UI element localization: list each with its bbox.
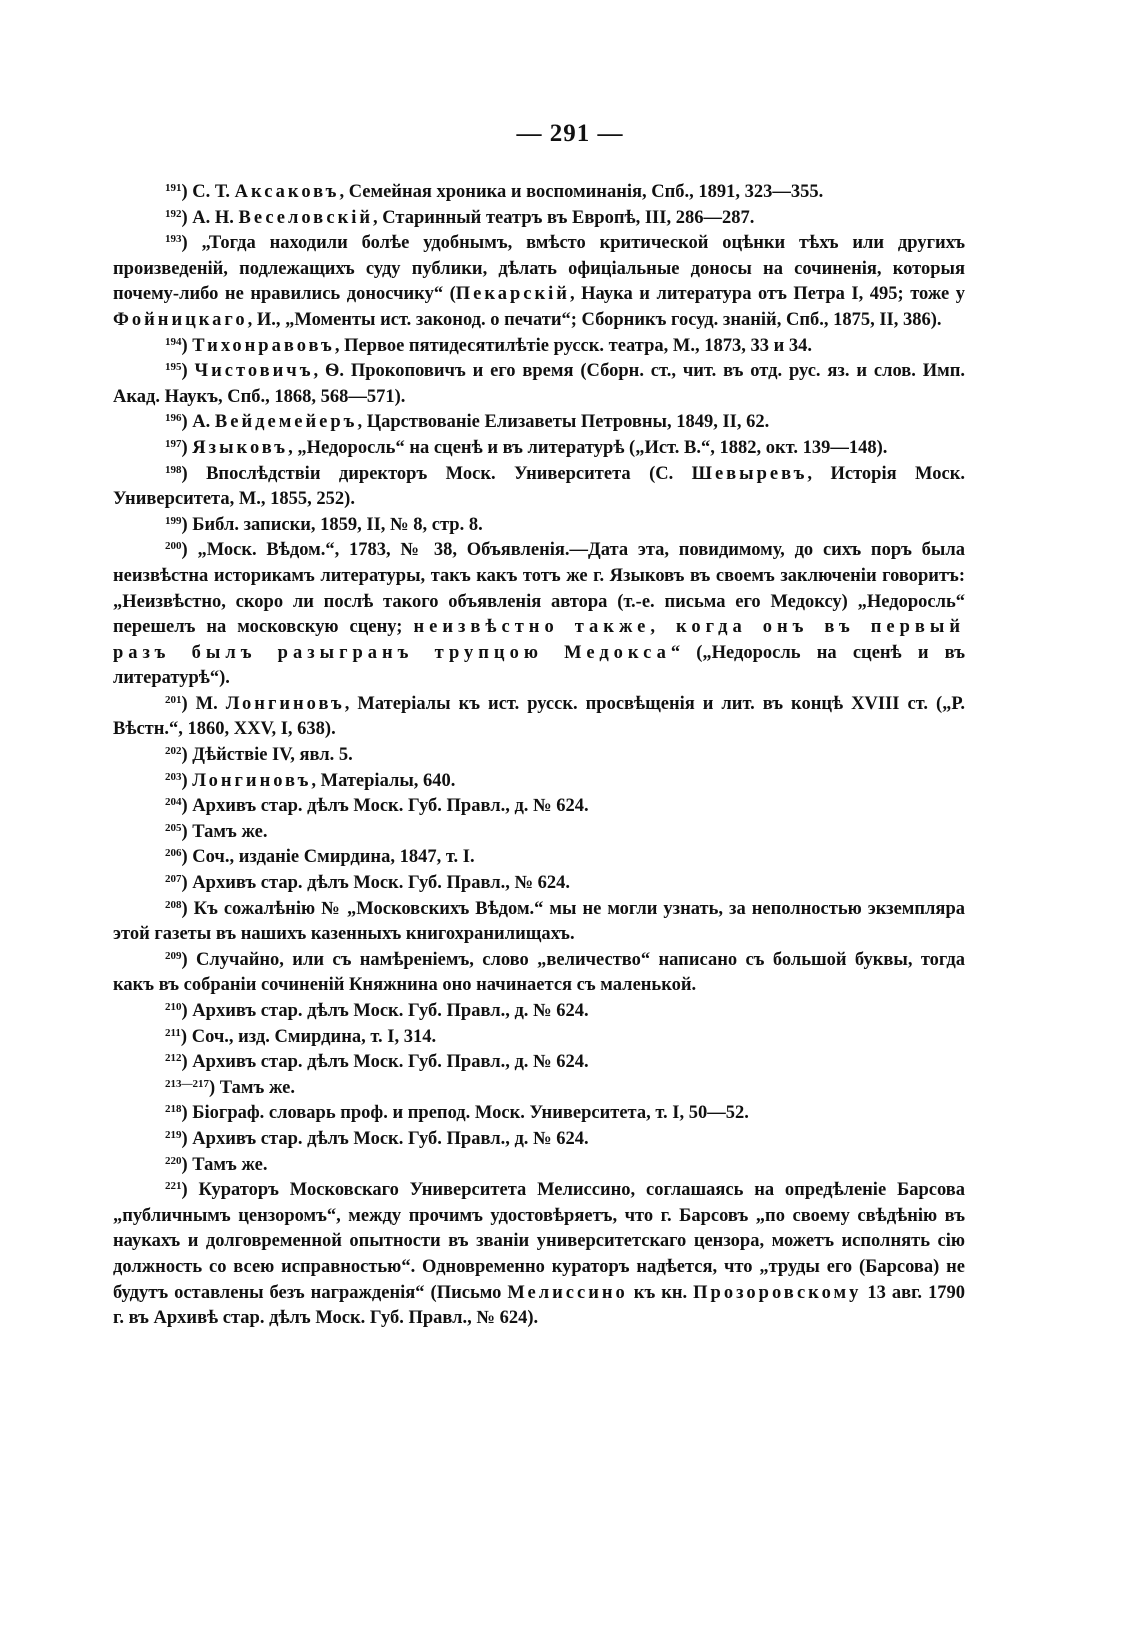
footnote [113, 334, 965, 360]
footnote-text: А. [192, 412, 215, 433]
footnote-text: , „Недоросль“ на сценѣ и въ литературѣ („Ист. В.“, 1882, окт. 139—148). [288, 437, 888, 458]
spaced-name: Лонгиновъ [225, 693, 345, 714]
footnote-text: 13 авг. 1790 г. въ Архивѣ стар. дѣлъ Моск. Губ. Правл., № 624). [113, 1282, 966, 1329]
footnote-number: 192 [165, 207, 182, 220]
footnote-number: 205 [165, 821, 182, 834]
footnote [113, 410, 965, 436]
footnote-text: , Первое пятидесятилѣтіе русск. театра, М., 1873, 33 и 34. [334, 335, 812, 356]
footnote-text: Къ сожалѣнію № „Московскихъ Вѣдом.“ мы не могли узнать, за неполностью экземпляра этой газеты въ нашихъ казенныхъ книгохранилищахъ. [113, 898, 965, 945]
footnote-text: Архивъ стар. дѣлъ Моск. Губ. Правл., д. № 624. [192, 1128, 589, 1149]
footnote-text: , Ѳ. Прокоповичъ и его время (Сборн. ст., чит. въ отд. рус. яз. и слов. Имп. Акад. Наукъ, Спб., 1868, 568—571). [113, 361, 965, 407]
footnote-text: Архивъ стар. дѣлъ Моск. Губ. Правл., № 624. [192, 873, 571, 894]
spaced-name: неизвѣстно также, когда онъ въ первый разъ былъ разыгранъ трупцою Медокса [113, 617, 965, 663]
footnote [113, 1101, 965, 1127]
footnote [113, 1025, 965, 1051]
footnote [113, 1050, 965, 1076]
footnote [113, 462, 965, 513]
footnote-text: , И., „Моменты ист. законод. о печати“; Сборникъ госуд. знаній, Спб., 1875, II, 386). [247, 309, 942, 330]
spaced-name: Фойницкаго [113, 309, 248, 330]
spaced-name: Чистовичъ [194, 361, 314, 382]
footnote [113, 206, 965, 232]
spaced-name: Вейдемейеръ [214, 412, 358, 433]
footnote-number: 213—217 [165, 1077, 209, 1090]
footnote-number: 220 [165, 1154, 182, 1167]
footnote-text: А. Н. [192, 207, 239, 228]
footnote [113, 513, 965, 539]
footnote [113, 1127, 965, 1153]
footnote [113, 1076, 965, 1102]
footnote-number-paren: ) [181, 821, 193, 842]
footnote-number: 200 [165, 540, 182, 553]
footnote-number: 201 [165, 693, 182, 706]
footnote-number-paren: ) [181, 796, 193, 817]
footnote-number-paren: ) [181, 412, 193, 433]
footnote-text: Тамъ же. [192, 1154, 268, 1175]
footnote-number: 206 [165, 847, 182, 860]
footnote [113, 692, 965, 743]
footnote-number: 207 [165, 873, 182, 886]
footnote-number-paren: ) [181, 437, 193, 458]
footnote-text: Кураторъ Московскаго Университета Мелиссино, соглашаясь на опредѣленіе Барсова „публичнымъ цензоромъ“, между прочимъ удостовѣряетъ, что г. Барсовъ „по своему свѣдѣнію въ наукахъ и долговременной опытности въ званіи университетскаго цензора, можетъ исполнять сію должность со всею исправностью“. Одновременно кураторъ надѣется, что „труды его (Барсова) не будутъ оставлены безъ награжденія“ (Письмо [113, 1180, 965, 1303]
footnote-text: Впослѣдствіи директоръ Моск. Университета (С. [206, 463, 692, 484]
footnote-number-paren: ) [181, 847, 193, 868]
footnote-number: 197 [165, 437, 182, 450]
footnote-text: , Семейная хроника и воспоминанія, Спб., 1891, 323—355. [339, 182, 824, 202]
footnote-number: 219 [165, 1128, 182, 1141]
footnote-text: Архивъ стар. дѣлъ Моск. Губ. Правл., д. № 624. [192, 796, 589, 817]
footnote-text: Тамъ же. [192, 821, 268, 842]
footnote-text: Случайно, или съ намѣреніемъ, слово „величество“ написано съ большой буквы, тогда какъ въ собраніи сочиненій Княжнина оно начинается съ маленькой. [113, 949, 965, 996]
footnote-number-paren: ) [181, 693, 196, 714]
footnote-number: 210 [165, 1001, 182, 1013]
footnote-text: Тамъ же. [219, 1077, 295, 1098]
footnote-text: С. Т. [192, 182, 235, 202]
footnote-number-paren: ) [181, 463, 207, 484]
footnote-text: Библ. записки, 1859, II, № 8, стр. 8. [192, 514, 483, 535]
footnote-number-paren: ) [181, 1052, 193, 1073]
footnote [113, 871, 965, 897]
footnote-number-paren: ) [181, 540, 198, 561]
footnote-text: М. [195, 693, 226, 714]
footnote-number: 191 [165, 182, 182, 194]
footnote-number-paren: ) [181, 182, 193, 202]
footnote [113, 538, 965, 692]
footnotes-list [113, 180, 965, 1332]
spaced-name: Аксаковъ [234, 182, 340, 202]
footnote-number: 195 [165, 361, 182, 374]
footnote-text: , Исторія Моск. Университета, М., 1855, 252). [113, 463, 965, 510]
footnote [113, 820, 965, 846]
footnote-number-paren: ) [181, 770, 193, 791]
footnote [113, 845, 965, 871]
footnote-number: 208 [165, 898, 182, 911]
footnote [113, 769, 965, 795]
spaced-name: Лонгиновъ [192, 770, 312, 791]
spaced-name: Пекарскій [455, 284, 570, 305]
page-number: — 291 — [516, 120, 624, 147]
footnote-number: 199 [165, 514, 182, 527]
footnote-number-paren: ) [181, 1154, 193, 1175]
footnote-number-paren: ) [181, 745, 193, 766]
footnote-number-paren: ) [181, 1103, 193, 1124]
footnote-number: 203 [165, 770, 182, 783]
footnote-number: 193 [165, 233, 182, 246]
footnote-number-paren: ) [181, 1001, 193, 1021]
footnote-number: 209 [165, 949, 182, 962]
footnote-number-paren: ) [181, 207, 193, 228]
footnote-text: Архивъ стар. дѣлъ Моск. Губ. Правл., д. № 624. [192, 1052, 589, 1073]
footnote-number-paren: ) [181, 514, 193, 535]
spaced-name: Веселовскій [238, 207, 374, 228]
footnote-text: Дѣйствіе IV, явл. 5. [192, 745, 353, 766]
footnote [113, 794, 965, 820]
spaced-name: Мелиссино [507, 1282, 628, 1303]
footnote-text: , Наука и литература отъ Петра I, 495; тоже у [569, 284, 965, 305]
footnote-text: , Матеріалы къ ист. русск. просвѣщенія и лит. въ концѣ XVIII ст. („Р. Вѣстн.“, 1860, XXV, I, 638). [113, 693, 965, 740]
footnote-number: 194 [165, 335, 182, 348]
footnote-number: 202 [165, 745, 182, 758]
footnote-text: “ („Недоросль на сценѣ и въ литературѣ“). [113, 642, 965, 689]
footnote [113, 359, 965, 410]
footnote-number: 221 [165, 1180, 182, 1193]
footnote-number-paren: ) [209, 1077, 220, 1098]
footnote-number-paren: ) [181, 361, 195, 382]
footnote-number-paren: ) [181, 898, 194, 919]
footnote [113, 999, 965, 1025]
footnote-number: 198 [165, 463, 182, 476]
footnote [113, 436, 965, 462]
footnote [113, 231, 965, 333]
footnote [113, 180, 965, 206]
footnote-number-paren: ) [181, 1180, 199, 1201]
footnote-text: Біограф. словарь проф. и препод. Моск. Университета, т. I, 50—52. [192, 1103, 749, 1124]
footnote-number: 218 [165, 1103, 182, 1116]
footnote-number-paren: ) [181, 1128, 193, 1149]
spaced-name: Шевыревъ [691, 463, 808, 484]
spaced-name: Тихонравовъ [192, 335, 335, 356]
footnote-number-paren: ) [181, 233, 202, 254]
footnote-number: 196 [165, 412, 182, 425]
footnote-number-paren: ) [181, 949, 197, 970]
footnote-number: 211 [165, 1026, 181, 1039]
spaced-name: Языковъ [192, 437, 289, 458]
footnote-text: къ кн. [627, 1282, 694, 1303]
footnote-text: Соч., изд. Смирдина, т. I, 314. [191, 1026, 437, 1047]
footnote [113, 948, 965, 999]
footnote [113, 897, 965, 948]
footnote [113, 1153, 965, 1179]
footnote-number: 204 [165, 796, 182, 809]
footnote-number-paren: ) [181, 873, 193, 894]
footnote-text: Соч., изданіе Смирдина, 1847, т. I. [192, 847, 475, 868]
footnote-text: , Матеріалы, 640. [311, 770, 456, 791]
footnote-text: „Моск. Вѣдом.“, 1783, № 38, Объявленія.—Дата эта, повидимому, до сихъ поръ была неизвѣстна историкамъ литературы, такъ какъ тотъ же г. Языковъ въ своемъ заключеніи говоритъ: „Неизвѣстно, скоро ли послѣ такого объявленія автора (т.-е. письма его Медоксу) „Недоросль“ перешелъ на московскую сцену; [113, 540, 965, 638]
footnote-text: , Старинный театръ въ Европѣ, III, 286—287. [373, 207, 755, 228]
spaced-name: Прозоровскому [693, 1282, 862, 1303]
footnote [113, 1178, 965, 1332]
footnote-number-paren: ) [181, 335, 193, 356]
footnote-number-paren: ) [180, 1026, 192, 1047]
footnote-text: Архивъ стар. дѣлъ Моск. Губ. Правл., д. № 624. [192, 1001, 589, 1021]
footnote [113, 743, 965, 769]
footnote-text: „Тогда находили болѣе удобнымъ, вмѣсто критической оцѣнки тѣхъ или другихъ произведеній, подлежащихъ суду публики, дѣлать офиціальные доносы на сочиненія, которыя почему-либо не нравились доносчику“ ( [113, 233, 965, 305]
footnote-number: 212 [165, 1052, 182, 1065]
footnote-text: , Царствованіе Елизаветы Петровны, 1849, II, 62. [357, 412, 770, 433]
